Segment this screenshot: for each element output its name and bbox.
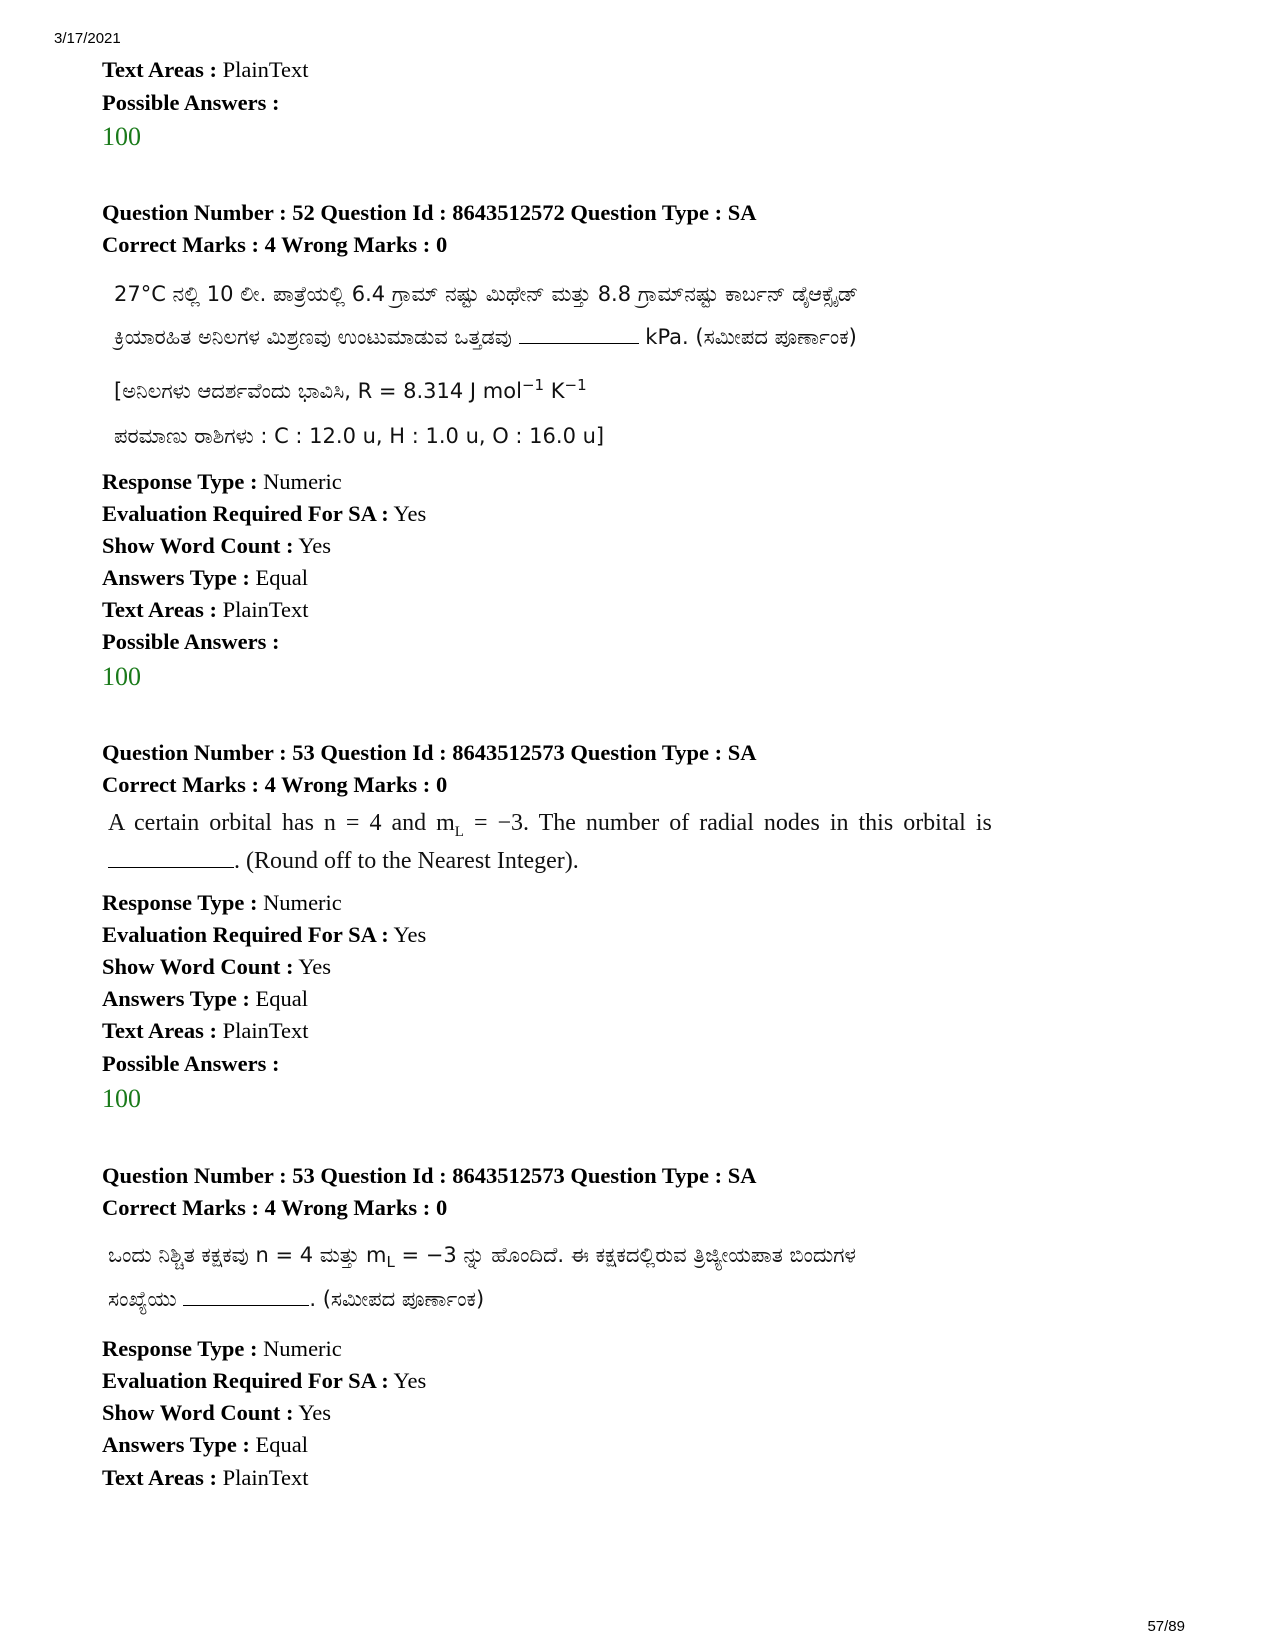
answers-type-row: Answers Type : Equal	[102, 986, 309, 1011]
question-text-line: ಸಂಖ್ಯೆಯು . (ಸಮೀಪದ ಪೂರ್ಣಾಂಕ)	[108, 1287, 485, 1311]
question-text-line: 27°C ನಲ್ಲಿ 10 ಲೀ. ಪಾತ್ರೆಯಲ್ಲಿ 6.4 ಗ್ರಾಮ್ ನಷ್ಟು ಮಿಥೇನ್ ಮತ್ತು 8.8 ಗ್ರಾಮ್‌ನಷ್ಟು ಕಾರ್ಬನ್ ಡೈಆಕ್ಸೈಡ್	[114, 282, 859, 306]
question-text-line: . (Round off to the Nearest Integer).	[108, 846, 579, 876]
question-header: Question Number : 53 Question Id : 8643512573 Question Type : SA	[102, 1163, 757, 1188]
answer-blank	[183, 1287, 309, 1306]
answer-blank	[519, 325, 639, 344]
marks-row: Correct Marks : 4 Wrong Marks : 0	[102, 1195, 448, 1220]
question-text-line: [ಅನಿಲಗಳು ಆದರ್ಶವೆಂದು ಭಾವಿಸಿ, R = 8.314 J mol$^{-1}$ $K^{-1}$	[114, 376, 587, 403]
answers-type-row: Answers Type : Equal	[102, 1432, 309, 1457]
text-areas-row: Text Areas : PlainText	[102, 1018, 309, 1043]
response-type-row: Response Type : Numeric	[102, 1336, 342, 1361]
show-word-count-row: Show Word Count : Yes	[102, 1400, 332, 1425]
eval-required-row: Evaluation Required For SA : Yes	[102, 1368, 427, 1393]
possible-answers-label: Possible Answers :	[102, 629, 280, 654]
text-areas-row: Text Areas : PlainText	[102, 1465, 309, 1490]
marks-row: Correct Marks : 4 Wrong Marks : 0	[102, 232, 448, 257]
question-text-line: ಒಂದು ನಿಶ್ಚಿತ ಕಕ್ಷಕವು n = 4 ಮತ್ತು $m_L = -3$ ನ್ನು ಹೊಂದಿದೆ. ಈ ಕಕ್ಷಕದಲ್ಲಿರುವ ತ್ರಿಜ್ಯೀಯಪಾತ ಬಿಂದುಗಳ	[108, 1243, 856, 1272]
answer-blank	[108, 849, 234, 868]
page-number: 57/89	[1147, 1618, 1185, 1635]
show-word-count-row: Show Word Count : Yes	[102, 954, 332, 979]
possible-answer-value: 100	[102, 122, 141, 151]
question-text-line: A certain orbital has n = 4 and $m_L = -3$. The number of radial nodes in this orbital is	[108, 810, 992, 840]
possible-answers-label: Possible Answers :	[102, 1051, 280, 1076]
response-type-row: Response Type : Numeric	[102, 469, 342, 494]
response-type-row: Response Type : Numeric	[102, 890, 342, 915]
question-text-line: ಕ್ರಿಯಾರಹಿತ ಅನಿಲಗಳ ಮಿಶ್ರಣವು ಉಂಟುಮಾಡುವ ಒತ್ತಡವು kPa. (ಸಮೀಪದ ಪೂರ್ಣಾಂಕ)	[114, 325, 857, 349]
marks-row: Correct Marks : 4 Wrong Marks : 0	[102, 772, 448, 797]
show-word-count-row: Show Word Count : Yes	[102, 533, 332, 558]
answers-type-row: Answers Type : Equal	[102, 565, 309, 590]
eval-required-row: Evaluation Required For SA : Yes	[102, 501, 427, 526]
possible-answers-label: Possible Answers :	[102, 90, 280, 115]
possible-answer-value: 100	[102, 1084, 141, 1113]
eval-required-row: Evaluation Required For SA : Yes	[102, 922, 427, 947]
possible-answer-value: 100	[102, 662, 141, 691]
text-areas-row: Text Areas : PlainText	[102, 57, 309, 82]
question-header: Question Number : 53 Question Id : 8643512573 Question Type : SA	[102, 740, 757, 765]
question-text-line: ಪರಮಾಣು ರಾಶಿಗಳು : C : 12.0 u, H : 1.0 u, O : 16.0 u]	[114, 424, 605, 448]
print-date: 3/17/2021	[54, 30, 121, 47]
question-header: Question Number : 52 Question Id : 8643512572 Question Type : SA	[102, 200, 757, 225]
text-areas-row: Text Areas : PlainText	[102, 597, 309, 622]
